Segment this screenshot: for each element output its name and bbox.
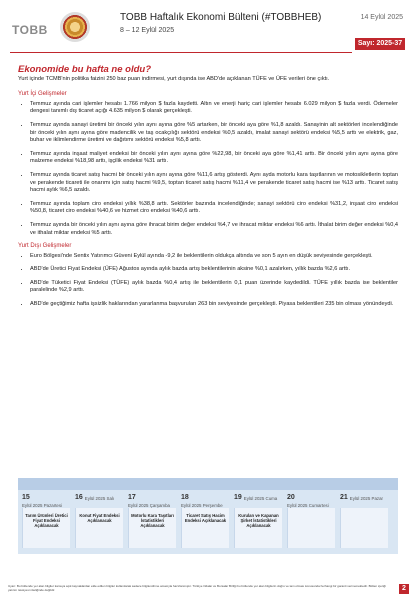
calendar-day-header xyxy=(287,494,334,506)
header-divider xyxy=(10,52,352,53)
list-item: • Euro Bölgesi'nde Sentix Yatırımcı Güveni Eylül ayında -9,2 ile beklentilerin oldukça altında ve son 5 ayın en düşük seviyesinde gerçekleşti. xyxy=(30,253,398,261)
calendar-day-header xyxy=(22,494,69,506)
day-name: Eylül 2025 Salı xyxy=(84,496,115,501)
foreign-heading: Yurt Dışı Gelişmeler xyxy=(18,243,72,250)
calendar-band xyxy=(18,478,398,490)
domestic-list xyxy=(18,101,398,237)
calendar-event xyxy=(341,508,388,513)
calendar-day xyxy=(128,508,176,548)
list-item: • ABD'de Üretici Fiyat Endeksi (ÜFE) Ağustos ayında aylık bazda artış beklentilerinin aksine %0,1 azalırken, yıllık bazda %2,6 arttı. xyxy=(30,266,398,274)
foreign-list xyxy=(18,253,398,309)
calendar-day xyxy=(234,508,282,548)
domestic-heading: Yurt İçi Gelişmeler xyxy=(18,91,67,98)
calendar-event xyxy=(288,508,335,513)
seal-emblem-icon xyxy=(60,12,90,42)
calendar-event: Konut Fiyat Endeksi Açıklanacak xyxy=(79,513,120,524)
main-content xyxy=(18,66,398,315)
calendar-event: Ticaret Satış Hacim Endeksi Açıklanacak xyxy=(184,513,227,524)
section-intro: Yurt içinde TCMB'nin politika faizini 250 baz puan indirmesi, yurt dışında ise ABD'de açıklanan TÜFE ve ÜFE verileri öne çıktı. xyxy=(18,75,330,82)
weekly-calendar xyxy=(18,478,398,554)
list-item: • Temmuz ayında ticaret satış hacmi bir önceki yılın aynı ayına göre %11,6 artış gösterdi. Aynı ayda motorlu kara taşıtlarının ve motosikletlerin toptan ve perakende ticareti ile onarımı için satış hacmi %9,5, toptan ticaret satış hacmi %11,4 ve perakende ticaret satış hacmi ise %13 arttı. Ticaret satış hacmi aylık %6,5 azaldı. xyxy=(30,172,398,195)
day-number: 21 xyxy=(340,494,348,501)
day-name: Eylül 2025 Pazar xyxy=(349,496,383,501)
day-number: 16 xyxy=(75,494,83,501)
calendar-day-header xyxy=(234,494,281,506)
day-name: Eylül 2025 Pazartesi xyxy=(22,503,63,508)
page-number: 2 xyxy=(399,584,409,594)
list-item: • Temmuz ayında cari işlemler hesabı 1.766 milyon $ fazla kaydetti. Altın ve enerji hariç cari işlemler hesabı 6.029 milyon $ fazla verdi. Ödemeler dengesi tanımlı dış ticaret açığı 4.635 milyon $ olarak gerçekleşti. xyxy=(30,101,398,116)
bulletin-header xyxy=(0,0,415,62)
calendar-day xyxy=(287,508,335,548)
list-item: • ABD'de geçtiğimiz hafta işsizlik haklarından yararlanma başvuruları 263 bin seviyesinde gerçekleşti. Piyasa beklentileri 235 bin olması yönündeydi. xyxy=(30,301,398,309)
day-name: Eylül 2025 Çarşamba xyxy=(128,503,170,508)
calendar-day xyxy=(340,508,388,548)
day-number: 18 xyxy=(181,494,189,501)
list-item: • Temmuz ayında sanayi üretimi bir önceki yılın aynı ayına göre %5 artarken, bir önceki aya göre %1,8 azaldı. Sanayinin alt sektörleri incelendiğinde bir önceki yılın aynı ayına göre madencilik ve taş ocakçılığı sektörü endeksi %0,5 azaldı, imalat sanayi sektörü endeksi %5,5 arttı ve elektrik, gaz, buhar ve iklimlendirme üretimi ve dağıtımı sektörü endeksi %5,8 arttı. xyxy=(30,122,398,145)
calendar-day-header xyxy=(181,494,228,506)
calendar-event: Kurulan ve Kapanan Şirket İstatistikleri Açıklanacak xyxy=(238,513,279,529)
section-title: Ekonomide bu hafta ne oldu? xyxy=(18,64,151,75)
day-number: 20 xyxy=(287,494,295,501)
calendar-day-header xyxy=(75,494,122,506)
date-range: 8 – 12 Eylül 2025 xyxy=(120,27,175,34)
tobb-logo: TOBB xyxy=(12,23,48,37)
publish-date: 14 Eylül 2025 xyxy=(360,14,403,21)
calendar-day xyxy=(181,508,229,548)
day-number: 19 xyxy=(234,494,242,501)
day-number: 17 xyxy=(128,494,136,501)
calendar-day xyxy=(75,508,123,548)
calendar-event: Motorlu Kara Taşıtları İstatistikleri Açıklanacak xyxy=(131,513,174,529)
calendar-day xyxy=(22,508,70,548)
calendar-event: Tarım Ürünleri Üretici Fiyat Endeksi Açıklanacak xyxy=(25,513,68,529)
issue-badge: Sayı: 2025-37 xyxy=(355,38,405,50)
list-item: • Temmuz ayında bir önceki yılın aynı ayına göre ihracat birim değer endeksi %4,7 ve ihracat miktar endeksi %6 arttı. İthalat birim değer endeksi %0,4 ve ithalat miktar endeksi %5 arttı. xyxy=(30,222,398,237)
day-name: Eylül 2025 Cumartesi xyxy=(287,503,329,508)
day-number: 15 xyxy=(22,494,30,501)
calendar-day-header xyxy=(340,494,387,506)
disclaimer: Uyarı: Bu bültende yer alan bilgiler kamuya açık kaynaklardan elde edilen bilgiler kullanılarak sadece bilgilendirme amacıyla hazırlanmıştır. Türkiye Odalar ve Borsalar Birliği bu bültende yer alan bilgilerin doğru ve tam olması konusunda herhangi bir garanti vermemektedir. Bülten içeriği yatırım tavsiyesi niteliğinde değildir. xyxy=(8,584,386,592)
day-name: Eylül 2025 Perşembe xyxy=(181,503,223,508)
list-item: • ABD'de Tüketici Fiyat Endeksi (TÜFE) aylık bazda %0,4 artış ile beklentilerin 0,1 puan üzerinde kaydedildi. TÜFE yıllık bazda ise beklentiler paralelinde %2,9 arttı. xyxy=(30,280,398,295)
bulletin-title: TOBB Haftalık Ekonomi Bülteni (#TOBBHEB) xyxy=(120,12,322,23)
list-item: • Temmuz ayında toplam ciro endeksi yıllık %38,8 arttı. Sektörler bazında incelendiğinde; sanayi sektörü ciro endeksi %31,2, inşaat ciro endeksi %50,8, ticaret ciro endeksi %40,6 ve hizmet ciro endeksi %40,6 arttı. xyxy=(30,201,398,216)
calendar-day-header xyxy=(128,494,175,506)
list-item: • Temmuz ayında inşaat maliyet endeksi bir önceki yılın aynı ayına göre %22,98, bir önceki aya göre %1,41 arttı. Bir önceki yılın aynı ayına göre malzeme endeksi %18,98 arttı, işçilik endeksi %31 arttı. xyxy=(30,151,398,166)
day-name: Eylül 2025 Cuma xyxy=(243,496,278,501)
